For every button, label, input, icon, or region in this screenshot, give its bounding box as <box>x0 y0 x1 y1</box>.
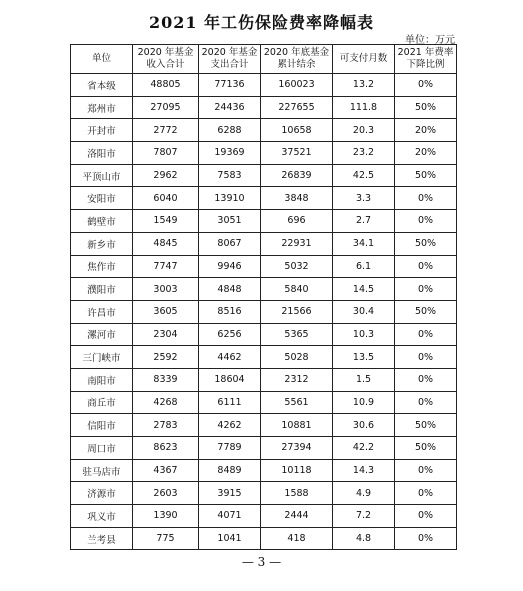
table-cell: 0% <box>395 368 457 391</box>
row-label-cell: 周口市 <box>71 437 133 460</box>
table-cell: 13910 <box>199 187 261 210</box>
table-cell: 418 <box>261 527 333 550</box>
table-cell: 6040 <box>133 187 199 210</box>
table-cell: 2444 <box>261 505 333 528</box>
table-cell: 3848 <box>261 187 333 210</box>
table-cell: 6288 <box>199 119 261 142</box>
table-cell: 8516 <box>199 300 261 323</box>
table-cell: 27095 <box>133 96 199 119</box>
table-cell: 14.5 <box>333 278 395 301</box>
table-cell: 10.9 <box>333 391 395 414</box>
table-cell: 20% <box>395 142 457 165</box>
table-cell: 0% <box>395 505 457 528</box>
table-cell: 0% <box>395 187 457 210</box>
table-cell: 2783 <box>133 414 199 437</box>
row-label-cell: 兰考县 <box>71 527 133 550</box>
row-label-cell: 鹤壁市 <box>71 210 133 233</box>
table-cell: 42.5 <box>333 164 395 187</box>
table-row <box>71 187 457 210</box>
table-row <box>71 300 457 323</box>
table-cell: 1.5 <box>333 368 395 391</box>
table-cell: 2304 <box>133 323 199 346</box>
table-header-row <box>71 45 457 74</box>
table-cell: 0% <box>395 482 457 505</box>
table-cell: 2.7 <box>333 210 395 233</box>
table-cell: 27394 <box>261 437 333 460</box>
row-label-cell: 洛阳市 <box>71 142 133 165</box>
row-label-cell: 南阳市 <box>71 368 133 391</box>
table-cell: 3915 <box>199 482 261 505</box>
table-cell: 6256 <box>199 323 261 346</box>
table-row <box>71 164 457 187</box>
table-cell: 696 <box>261 210 333 233</box>
table-cell: 4367 <box>133 459 199 482</box>
header-cell: 2020 年基金 支出合计 <box>199 45 261 74</box>
table-row <box>71 119 457 142</box>
table-cell: 50% <box>395 300 457 323</box>
table-cell: 7789 <box>199 437 261 460</box>
table-cell: 0% <box>395 527 457 550</box>
table-cell: 2962 <box>133 164 199 187</box>
table-cell: 3605 <box>133 300 199 323</box>
row-label-cell: 安阳市 <box>71 187 133 210</box>
table-cell: 26839 <box>261 164 333 187</box>
table-cell: 5365 <box>261 323 333 346</box>
row-label-cell: 三门峡市 <box>71 346 133 369</box>
table-row <box>71 323 457 346</box>
table-cell: 10118 <box>261 459 333 482</box>
table-cell: 0% <box>395 210 457 233</box>
table-cell: 7807 <box>133 142 199 165</box>
table-cell: 50% <box>395 232 457 255</box>
table-cell: 14.3 <box>333 459 395 482</box>
table-cell: 7.2 <box>333 505 395 528</box>
unit-note: 单位：万元 <box>405 35 455 46</box>
table-cell: 3003 <box>133 278 199 301</box>
table-cell: 50% <box>395 437 457 460</box>
table-cell: 24436 <box>199 96 261 119</box>
row-label-cell: 巩义市 <box>71 505 133 528</box>
table-row <box>71 210 457 233</box>
table-cell: 13.2 <box>333 74 395 97</box>
table-cell: 1390 <box>133 505 199 528</box>
table-cell: 8339 <box>133 368 199 391</box>
header-cell: 可支付月数 <box>333 45 395 74</box>
table-cell: 227655 <box>261 96 333 119</box>
table-row <box>71 414 457 437</box>
row-label-cell: 郑州市 <box>71 96 133 119</box>
table-cell: 30.6 <box>333 414 395 437</box>
row-label-cell: 开封市 <box>71 119 133 142</box>
row-label-cell: 济源市 <box>71 482 133 505</box>
table-row <box>71 74 457 97</box>
table-cell: 37521 <box>261 142 333 165</box>
table-row <box>71 437 457 460</box>
table-cell: 8489 <box>199 459 261 482</box>
table-cell: 8623 <box>133 437 199 460</box>
table-cell: 6111 <box>199 391 261 414</box>
table-cell: 160023 <box>261 74 333 97</box>
table-row <box>71 368 457 391</box>
table-cell: 4071 <box>199 505 261 528</box>
table-row <box>71 482 457 505</box>
header-cell: 2021 年费率 下降比例 <box>395 45 457 74</box>
table-cell: 19369 <box>199 142 261 165</box>
table-row <box>71 255 457 278</box>
table-cell: 50% <box>395 414 457 437</box>
table-cell: 5840 <box>261 278 333 301</box>
table-row <box>71 278 457 301</box>
table-cell: 20.3 <box>333 119 395 142</box>
table-cell: 50% <box>395 164 457 187</box>
header-cell: 单位 <box>71 45 133 74</box>
table-cell: 30.4 <box>333 300 395 323</box>
table-cell: 0% <box>395 346 457 369</box>
row-label-cell: 信阳市 <box>71 414 133 437</box>
table-cell: 50% <box>395 96 457 119</box>
table-row <box>71 527 457 550</box>
table-cell: 7583 <box>199 164 261 187</box>
table-cell: 4848 <box>199 278 261 301</box>
table-cell: 2772 <box>133 119 199 142</box>
table-cell: 775 <box>133 527 199 550</box>
table-cell: 3.3 <box>333 187 395 210</box>
table-cell: 2592 <box>133 346 199 369</box>
table-cell: 21566 <box>261 300 333 323</box>
table-cell: 4.8 <box>333 527 395 550</box>
table-cell: 0% <box>395 391 457 414</box>
table-cell: 2312 <box>261 368 333 391</box>
table-row <box>71 346 457 369</box>
table-cell: 22931 <box>261 232 333 255</box>
table-cell: 5032 <box>261 255 333 278</box>
table-cell: 0% <box>395 278 457 301</box>
row-label-cell: 驻马店市 <box>71 459 133 482</box>
table-cell: 4845 <box>133 232 199 255</box>
table-cell: 5028 <box>261 346 333 369</box>
row-label-cell: 商丘市 <box>71 391 133 414</box>
row-label-cell: 新乡市 <box>71 232 133 255</box>
row-label-cell: 许昌市 <box>71 300 133 323</box>
row-label-cell: 平顶山市 <box>71 164 133 187</box>
table-row <box>71 505 457 528</box>
table-cell: 9946 <box>199 255 261 278</box>
row-label-cell: 漯河市 <box>71 323 133 346</box>
row-label-cell: 省本级 <box>71 74 133 97</box>
table-cell: 5561 <box>261 391 333 414</box>
table-cell: 34.1 <box>333 232 395 255</box>
table-row <box>71 391 457 414</box>
row-label-cell: 濮阳市 <box>71 278 133 301</box>
table-cell: 23.2 <box>333 142 395 165</box>
table-cell: 10881 <box>261 414 333 437</box>
table-cell: 4.9 <box>333 482 395 505</box>
table-row <box>71 459 457 482</box>
table-row <box>71 142 457 165</box>
table-cell: 10.3 <box>333 323 395 346</box>
table-cell: 10658 <box>261 119 333 142</box>
table-cell: 7747 <box>133 255 199 278</box>
table-body <box>71 74 457 550</box>
table-cell: 6.1 <box>333 255 395 278</box>
table-cell: 20% <box>395 119 457 142</box>
table-cell: 0% <box>395 255 457 278</box>
table-cell: 77136 <box>199 74 261 97</box>
table-cell: 1549 <box>133 210 199 233</box>
table-cell: 4262 <box>199 414 261 437</box>
table-cell: 13.5 <box>333 346 395 369</box>
page-title: 2021 年工伤保险费率降幅表 <box>148 13 375 32</box>
table-cell: 1588 <box>261 482 333 505</box>
table-cell: 0% <box>395 323 457 346</box>
table-cell: 2603 <box>133 482 199 505</box>
table-row <box>71 96 457 119</box>
header-cell: 2020 年基金 收入合计 <box>133 45 199 74</box>
rate-table <box>70 44 457 550</box>
header-cell: 2020 年底基金 累计结余 <box>261 45 333 74</box>
table-cell: 8067 <box>199 232 261 255</box>
table-cell: 3051 <box>199 210 261 233</box>
table-cell: 42.2 <box>333 437 395 460</box>
table-cell: 111.8 <box>333 96 395 119</box>
table-cell: 4268 <box>133 391 199 414</box>
table-cell: 0% <box>395 74 457 97</box>
table-cell: 18604 <box>199 368 261 391</box>
table-cell: 1041 <box>199 527 261 550</box>
table-row <box>71 232 457 255</box>
table-cell: 0% <box>395 459 457 482</box>
table-cell: 4462 <box>199 346 261 369</box>
row-label-cell: 焦作市 <box>71 255 133 278</box>
table-cell: 48805 <box>133 74 199 97</box>
page-number: — 3 — <box>241 555 282 569</box>
